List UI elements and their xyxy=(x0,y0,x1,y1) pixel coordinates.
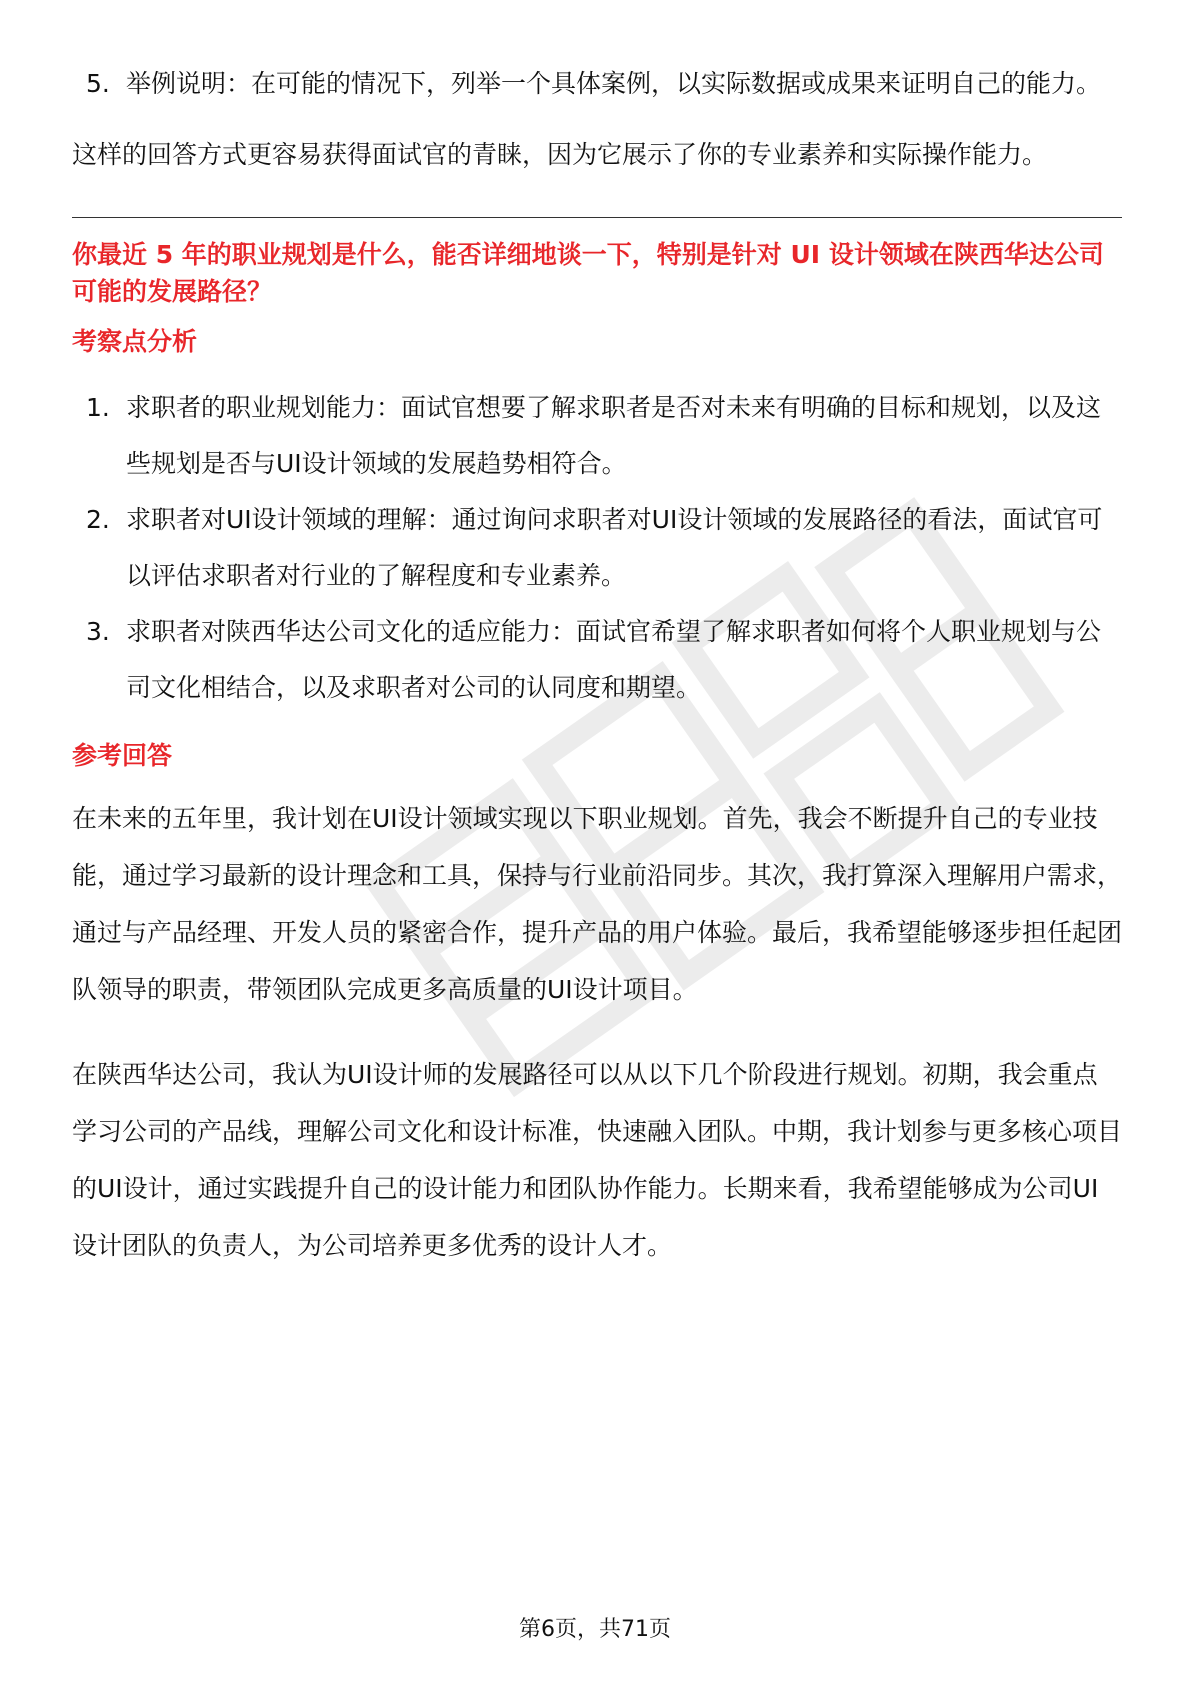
list-item-text: 求职者的职业规划能力：面试官想要了解求职者是否对未来有明确的目标和规划，以及这些规划是否与UI设计领域的发展趋势相符合。 xyxy=(126,393,1102,478)
list-item-text: 求职者对UI设计领域的理解：通过询问求职者对UI设计领域的发展路径的看法，面试官可以评估求职者对行业的了解程度和专业素养。 xyxy=(126,505,1103,590)
analysis-list xyxy=(72,380,1122,716)
list-number: 5. xyxy=(86,69,110,98)
answer-heading: 参考回答 xyxy=(72,741,173,770)
answer-paragraph: 在未来的五年里，我计划在UI设计领域实现以下职业规划。首先，我会不断提升自己的专业技能，通过学习最新的设计理念和工具，保持与行业前沿同步。其次，我打算深入理解用户需求，通过与产品经理、开发人员的紧密合作，提升产品的用户体验。最后，我希望能够逐步担任起团队领导的职责，带领团队完成更多高质量的UI设计项目。 xyxy=(72,804,1123,1004)
list-item xyxy=(72,380,1122,492)
closing-paragraph: 这样的回答方式更容易获得面试官的青睐，因为它展示了你的专业素养和实际操作能力。 xyxy=(72,140,1048,169)
list-item-text: 求职者对陕西华达公司文化的适应能力：面试官希望了解求职者如何将个人职业规划与公司文化相结合，以及求职者对公司的认同度和期望。 xyxy=(126,617,1102,702)
page-footer: 第6页，共71页 xyxy=(519,1617,671,1642)
list-number: 2. xyxy=(86,505,110,534)
ability-list xyxy=(72,56,1122,112)
interview-question: 你最近 5 年的职业规划是什么，能否详细地谈一下，特别是针对 UI 设计领域在陕西华达公司可能的发展路径？ xyxy=(72,240,1104,306)
section-divider xyxy=(72,217,1122,218)
list-number: 3. xyxy=(86,617,110,646)
list-item xyxy=(72,492,1122,604)
list-item xyxy=(72,56,1122,112)
list-number: 1. xyxy=(86,393,110,422)
analysis-heading: 考察点分析 xyxy=(72,327,198,356)
list-item xyxy=(72,604,1122,716)
answer-paragraph: 在陕西华达公司，我认为UI设计师的发展路径可以从以下几个阶段进行规划。初期，我会重点学习公司的产品线，理解公司文化和设计标准，快速融入团队。中期，我计划参与更多核心项目的UI设计，通过实践提升自己的设计能力和团队协作能力。长期来看，我希望能够成为公司UI设计团队的负责人，为公司培养更多优秀的设计人才。 xyxy=(72,1060,1123,1260)
list-item-text: 举例说明：在可能的情况下，列举一个具体案例，以实际数据或成果来证明自己的能力。 xyxy=(126,69,1102,98)
main-content xyxy=(72,56,1122,1274)
